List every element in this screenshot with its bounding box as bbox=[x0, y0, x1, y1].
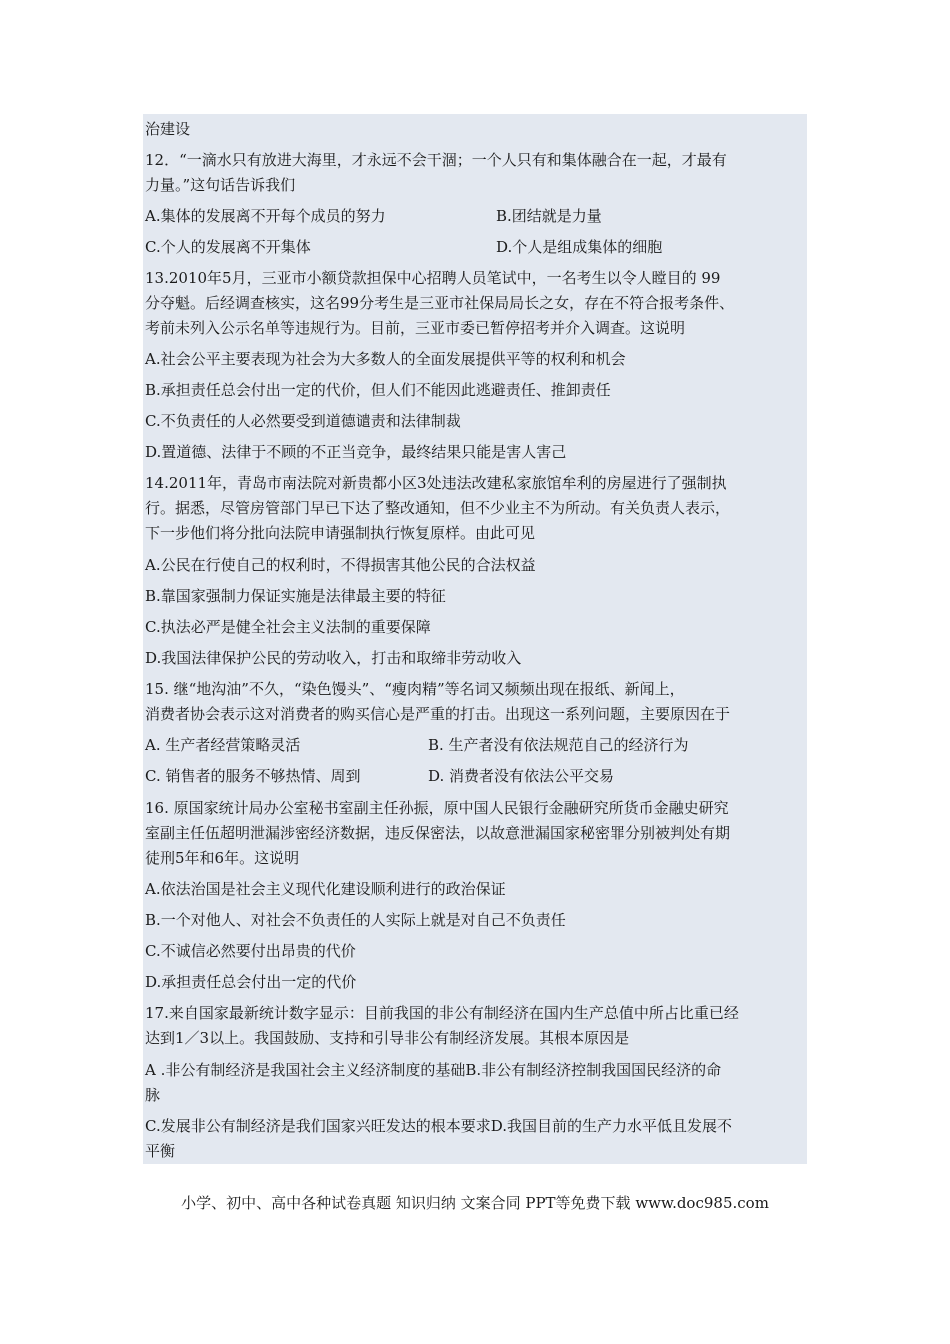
q13-stem-line-3: 考前未列入公示名单等违规行为。目前，三亚市委已暂停招考并介入调查。这说明 bbox=[145, 319, 686, 337]
q13-option-d: D.置道德、法律于不顾的不正当竞争，最终结果只能是害人害己 bbox=[145, 443, 567, 461]
q12-option-c: C.个人的发展离不开集体 bbox=[145, 238, 311, 256]
q12-option-a: A.集体的发展离不开每个成员的努力 bbox=[145, 207, 386, 225]
q14-option-c: C.执法必严是健全社会主义法制的重要保障 bbox=[145, 618, 431, 636]
q16-stem-line-3: 徒刑5年和6年。这说明 bbox=[145, 849, 300, 867]
q14-stem-line-1: 14.2011年，青岛市南法院对新贵都小区3处违法改建私家旅馆牟利的房屋进行了强制执 bbox=[145, 474, 727, 492]
q14-stem-line-2: 行。据悉，尽管房管部门早已下达了整改通知，但不少业主不为所动。有关负责人表示， bbox=[145, 499, 731, 517]
q16-stem-line-2: 室副主任伍超明泄漏涉密经济数据，违反保密法，以故意泄漏国家秘密罪分别被判处有期 bbox=[145, 824, 731, 842]
page-footer: 小学、初中、高中各种试卷真题 知识归纳 文案合同 PPT等免费下载 www.doc985.com bbox=[181, 1194, 769, 1212]
q13-option-a: A.社会公平主要表现为社会为大多数人的全面发展提供平等的权利和机会 bbox=[145, 350, 626, 368]
q12-stem-line-1: 12．“一滴水只有放进大海里，才永远不会干涸；一个人只有和集体融合在一起，才最有 bbox=[145, 151, 727, 169]
q12-option-d: D.个人是组成集体的细胞 bbox=[496, 238, 663, 256]
q17-options-cd-line-1: C.发展非公有制经济是我们国家兴旺发达的根本要求D.我国目前的生产力水平低且发展不 bbox=[145, 1117, 732, 1135]
q16-option-a: A.依法治国是社会主义现代化建设顺利进行的政治保证 bbox=[145, 880, 506, 898]
q14-option-d: D.我国法律保护公民的劳动收入，打击和取缔非劳动收入 bbox=[145, 649, 522, 667]
q15-option-d: D. 消费者没有依法公平交易 bbox=[428, 767, 615, 785]
q14-option-b: B.靠国家强制力保证实施是法律最主要的特征 bbox=[145, 587, 446, 605]
q15-option-b: B. 生产者没有依法规范自己的经济行为 bbox=[428, 736, 689, 754]
q13-stem-line-2: 分夺魁。后经调查核实，这名99分考生是三亚市社保局局长之女，存在不符合报考条件、 bbox=[145, 294, 735, 312]
q16-option-b: B.一个对他人、对社会不负责任的人实际上就是对自己不负责任 bbox=[145, 911, 566, 929]
continuation-text: 治建设 bbox=[145, 120, 191, 138]
q16-stem-line-1: 16. 原国家统计局办公室秘书室副主任孙振，原中国人民银行金融研究所货币金融史研究 bbox=[145, 799, 729, 817]
q17-stem-line-1: 17.来自国家最新统计数字显示：目前我国的非公有制经济在国内生产总值中所占比重已经 bbox=[145, 1004, 739, 1022]
q12-option-b: B.团结就是力量 bbox=[496, 207, 602, 225]
q15-option-c: C. 销售者的服务不够热情、周到 bbox=[145, 767, 361, 785]
q17-stem-line-2: 达到1／3以上。我国鼓励、支持和引导非公有制经济发展。其根本原因是 bbox=[145, 1029, 630, 1047]
q16-option-c: C.不诚信必然要付出昂贵的代价 bbox=[145, 942, 356, 960]
document-content bbox=[143, 114, 807, 1164]
q15-stem-line-1: 15. 继“地沟油”不久，“染色馒头”、“瘦肉精”等名词又频频出现在报纸、新闻上， bbox=[145, 680, 685, 698]
q17-options-cd-line-2: 平衡 bbox=[145, 1142, 176, 1160]
q16-option-d: D.承担责任总会付出一定的代价 bbox=[145, 973, 357, 991]
q13-option-b: B.承担责任总会付出一定的代价，但人们不能因此逃避责任、推卸责任 bbox=[145, 381, 611, 399]
q17-options-ab-line-1: A .非公有制经济是我国社会主义经济制度的基础B.非公有制经济控制我国国民经济的命 bbox=[145, 1061, 722, 1079]
q14-stem-line-3: 下一步他们将分批向法院申请强制执行恢复原样。由此可见 bbox=[145, 524, 536, 542]
q15-stem-line-2: 消费者协会表示这对消费者的购买信心是严重的打击。出现这一系列问题，主要原因在于 bbox=[145, 705, 731, 723]
q13-option-c: C.不负责任的人必然要受到道德谴责和法律制裁 bbox=[145, 412, 461, 430]
q15-option-a: A. 生产者经营策略灵活 bbox=[145, 736, 301, 754]
q14-option-a: A.公民在行使自己的权利时，不得损害其他公民的合法权益 bbox=[145, 556, 536, 574]
q13-stem-line-1: 13.2010年5月，三亚市小额贷款担保中心招聘人员笔试中，一名考生以令人瞠目的 99 bbox=[145, 269, 721, 287]
q12-stem-line-2: 力量。”这句话告诉我们 bbox=[145, 176, 296, 194]
q17-options-ab-line-2: 脉 bbox=[145, 1086, 161, 1104]
